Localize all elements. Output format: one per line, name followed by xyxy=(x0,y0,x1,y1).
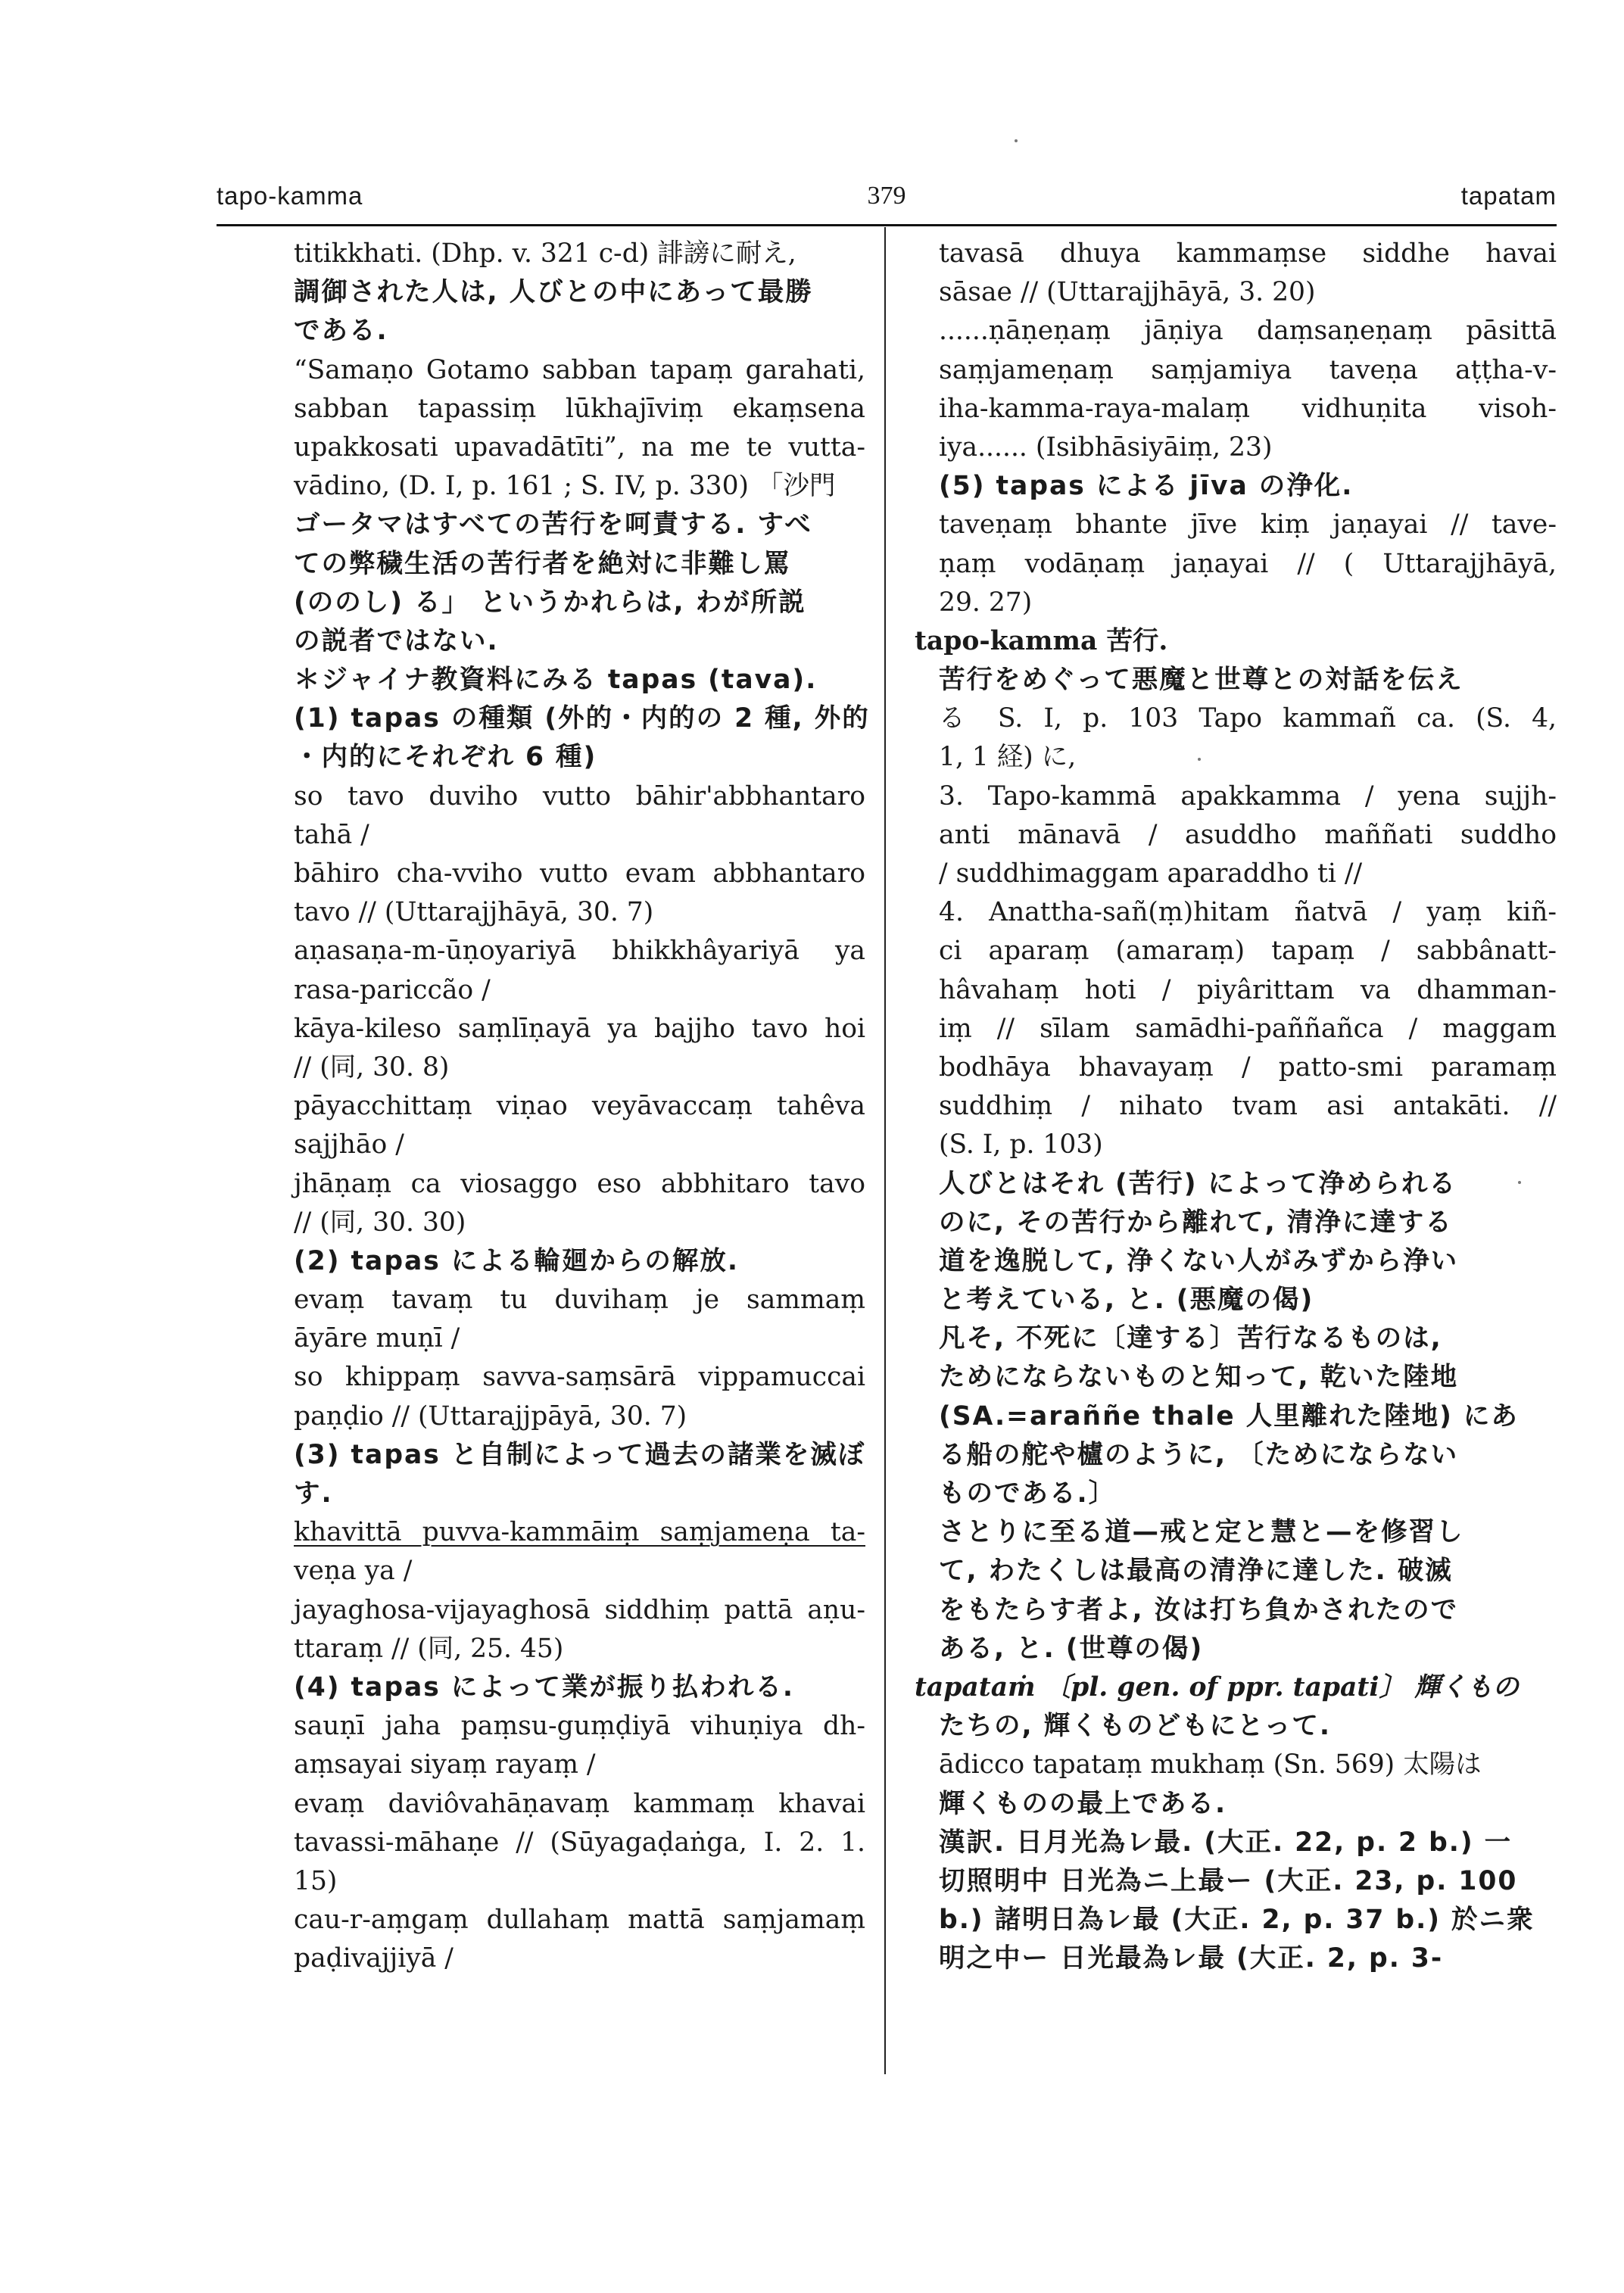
text-line: // (同, 30. 8) xyxy=(294,1051,450,1083)
text-line: / suddhimaggam aparaddho ti // xyxy=(939,858,1363,889)
scan-speck xyxy=(1198,758,1201,761)
text-line: の説者ではない. xyxy=(294,625,499,656)
right-column xyxy=(915,235,1557,1978)
text-line: b.) 諸明日為レ最 (大正. 2, p. 37 b.) 於ニ衆 xyxy=(939,1905,1535,1936)
text-line: paḍivajjiyā / xyxy=(294,1943,454,1974)
text-line: 明之中ー 日光最為レ最 (大正. 2, p. 3- xyxy=(939,1943,1444,1974)
text-line: hâvahaṃ hoti / piyârittam va dhamman- xyxy=(939,974,1557,1005)
text-line: sajjhāo / xyxy=(294,1129,404,1161)
text-line: 漢訳. 日月光為レ最. (大正. 22, p. 2 b.) 一 xyxy=(939,1827,1513,1858)
text-line: と考えている, と. (悪魔の偈) xyxy=(939,1285,1314,1316)
text-line: taveṇaṃ bhante jīve kiṃ jaṇayai // tave- xyxy=(939,509,1557,541)
entry-headword-tapatam: tapataṁ 〔pl. gen. of ppr. tapati〕 輝くもの xyxy=(915,1671,1519,1703)
running-header xyxy=(217,182,1557,229)
text-line: veṇa ya / xyxy=(294,1556,413,1587)
text-line: 道を逸脱して, 浄くない人がみずから浄い xyxy=(939,1245,1459,1276)
text-line: 4. Anattha-sañ(ṃ)hitam ñatvā / yaṃ kiñ- xyxy=(939,897,1557,928)
text-line: titikkhati. (Dhp. v. 321 c-d) 誹謗に耐え, xyxy=(294,238,796,269)
column-divider xyxy=(884,227,886,2074)
text-line: evaṃ daviôvahāṇavaṃ kammaṃ khavai xyxy=(294,1788,865,1819)
text-line: tavassi-māhaṇe // (Sūyagaḍaṅga, I. 2. 1. xyxy=(294,1827,865,1858)
text-line: て, わたくしは最高の清浄に達した. 破滅 xyxy=(939,1556,1453,1587)
text-line: 15) xyxy=(294,1865,338,1896)
text-line: saṃjameṇaṃ saṃjamiya taveṇa aṭṭha-v- xyxy=(939,354,1557,385)
text-line: さとりに至る道—戒と定と慧と—を修習し xyxy=(939,1517,1464,1548)
text-line: “Samaṇo Gotamo sabban tapaṃ garahati, xyxy=(294,354,865,385)
text-line: so khippaṃ savva-saṃsārā vippamuccai xyxy=(294,1362,865,1393)
text-line: // (同, 30. 30) xyxy=(294,1207,466,1238)
text-line: (S. I, p. 103) xyxy=(939,1129,1103,1161)
text-line: (2) tapas による輪廻からの解放. xyxy=(294,1245,739,1276)
text-line: をもたらす者よ, 汝は打ち負かされたので xyxy=(939,1594,1459,1625)
text-line: ṇaṃ vodāṇaṃ jaṇayai // ( Uttarajjhāyā, xyxy=(939,548,1557,579)
text-line: aṃsayai siyaṃ rayaṃ / xyxy=(294,1749,596,1781)
text-line: vādino, (D. I, p. 161 ; S. IV, p. 330) 「沙門 xyxy=(294,471,836,502)
text-line: iya...... (Isibhāsiyāiṃ, 23) xyxy=(939,431,1273,463)
text-line: のに, その苦行から離れて, 清浄に達する xyxy=(939,1207,1453,1238)
text-line: たちの, 輝くものどもにとって. xyxy=(939,1711,1332,1742)
text-line: sāsae // (Uttarajjhāyā, 3. 20) xyxy=(939,277,1316,308)
text-line: suddhiṃ / nihato tvam asi antakāti. // xyxy=(939,1091,1557,1122)
text-line: る S. I, p. 103 Tapo kammañ ca. (S. 4, xyxy=(939,703,1557,734)
text-line: jayaghosa-vijayaghosā siddhiṃ pattā aṇu- xyxy=(294,1594,865,1625)
header-rule xyxy=(217,224,1557,226)
text-line: rasa-pariccão / xyxy=(294,974,491,1005)
text-line: ......ṇāṇeṇaṃ jāṇiya daṃsaṇeṇaṃ pāsittā xyxy=(939,316,1557,347)
text-line: ある, と. (世尊の偈) xyxy=(939,1633,1204,1664)
text-line: ためにならないものと知って, 乾いた陸地 xyxy=(939,1362,1459,1393)
text-line: 凡そ, 不死に〔達する〕苦行なるものは, xyxy=(939,1323,1442,1354)
text-line: 切照明中 日光為ニ上最ー (大正. 23, p. 100 xyxy=(939,1865,1518,1896)
text-line: iṃ // sīlam samādhi-paññañca / maggam xyxy=(939,1013,1557,1044)
text-line: (1) tapas の種類 (外的・内的の 2 種, 外的 xyxy=(294,703,870,734)
text-line: bāhiro cha-vviho vutto evam abbhantaro xyxy=(294,858,865,889)
text-line: evaṃ tavaṃ tu duvihaṃ je sammaṃ xyxy=(294,1285,865,1316)
text-line: ての弊穢生活の苦行者を絶対に非難し罵 xyxy=(294,548,791,579)
text-line: ゴータマはすべての苦行を呵責する. すべ xyxy=(294,509,812,541)
text-line: 1, 1 経) に, xyxy=(939,742,1077,773)
text-line: 輝くものの最上である. xyxy=(939,1788,1227,1819)
text-line: aṇasaṇa-m-ūṇoyariyā bhikkhâyariyā ya xyxy=(294,936,865,967)
text-line: ・内的にそれぞれ 6 種) xyxy=(294,742,597,773)
text-line: anti mānavā / asuddho maññati suddho xyxy=(939,819,1557,850)
entry-headword-tapo-kamma: tapo-kamma 苦行. xyxy=(915,625,1168,656)
text-line: khavittā puvva-kammāiṃ saṃjameṇa ta- xyxy=(294,1517,865,1548)
text-line: 29. 27) xyxy=(939,587,1033,618)
text-line: (SA.=araññe thale 人里離れた陸地) にあ xyxy=(939,1400,1519,1432)
text-line: 苦行をめぐって悪魔と世尊との対話を伝え xyxy=(939,665,1463,696)
page-number: 379 xyxy=(867,182,906,210)
text-line: cau-r-aṃgaṃ dullahaṃ mattā saṃjamaṃ xyxy=(294,1905,865,1936)
text-line: iha-kamma-raya-malaṃ vidhuṇita visoh- xyxy=(939,393,1557,424)
text-line: ＊ジャイナ教資料にみる tapas (tava). xyxy=(294,665,818,696)
text-line: tahā / xyxy=(294,819,369,850)
text-line: āyāre muṇī / xyxy=(294,1323,460,1354)
text-line: である. xyxy=(294,316,388,347)
text-line: (5) tapas による jīva の浄化. xyxy=(939,471,1354,502)
text-line: tavo // (Uttarajjhāyā, 30. 7) xyxy=(294,897,654,928)
text-line: sabban tapassiṃ lūkhajīviṃ ekaṃsena xyxy=(294,393,865,424)
text-line: 3. Tapo-kammā apakkamma / yena sujjh- xyxy=(939,780,1557,812)
text-line: (4) tapas によって業が振り払われる. xyxy=(294,1671,794,1703)
text-line: ādicco tapataṃ mukhaṃ (Sn. 569) 太陽は xyxy=(939,1749,1482,1781)
text-line: paṇḍio // (Uttarajjpāyā, 30. 7) xyxy=(294,1400,687,1432)
text-line: pāyacchittaṃ viṇao veyāvaccaṃ tahêva xyxy=(294,1091,865,1122)
text-line: upakkosati upavadātīti”, na me te vutta- xyxy=(294,431,865,463)
text-line: sauṇī jaha paṃsu-guṃḍiyā vihuṇiya dh- xyxy=(294,1711,865,1742)
left-column xyxy=(294,235,870,1978)
text-line: (ののし) る」 というかれらは, わが所説 xyxy=(294,587,806,618)
header-left-term: tapo-kamma xyxy=(217,182,363,210)
text-line: tavasā dhuya kammaṃse siddhe havai xyxy=(939,238,1557,269)
scan-speck xyxy=(1518,1181,1521,1184)
header-right-term: tapatam xyxy=(1460,182,1557,210)
text-line: 人びとはそれ (苦行) によって浄められる xyxy=(939,1168,1457,1199)
scan-speck xyxy=(1015,139,1018,142)
text-line: (3) tapas と自制によって過去の諸業を滅ぼ xyxy=(294,1439,866,1470)
text-line: bodhāya bhavayaṃ / patto-smi paramaṃ xyxy=(939,1051,1557,1083)
text-line: 調御された人は, 人びとの中にあって最勝 xyxy=(294,277,813,308)
text-line: ものである.〕 xyxy=(939,1478,1117,1509)
text-line: ci aparaṃ (amaraṃ) tapaṃ / sabbânatt- xyxy=(939,936,1557,967)
text-line: す. xyxy=(294,1478,333,1509)
text-line: ttaraṃ // (同, 25. 45) xyxy=(294,1633,564,1664)
text-line: る船の舵や櫨のように, 〔ためにならない xyxy=(939,1439,1459,1470)
text-line: jhāṇaṃ ca viosaggo eso abbhitaro tavo xyxy=(294,1168,865,1199)
text-line: kāya-kileso saṃlīṇayā ya bajjho tavo hoi xyxy=(294,1013,865,1044)
text-line: so tavo duviho vutto bāhir'abbhantaro xyxy=(294,780,865,812)
